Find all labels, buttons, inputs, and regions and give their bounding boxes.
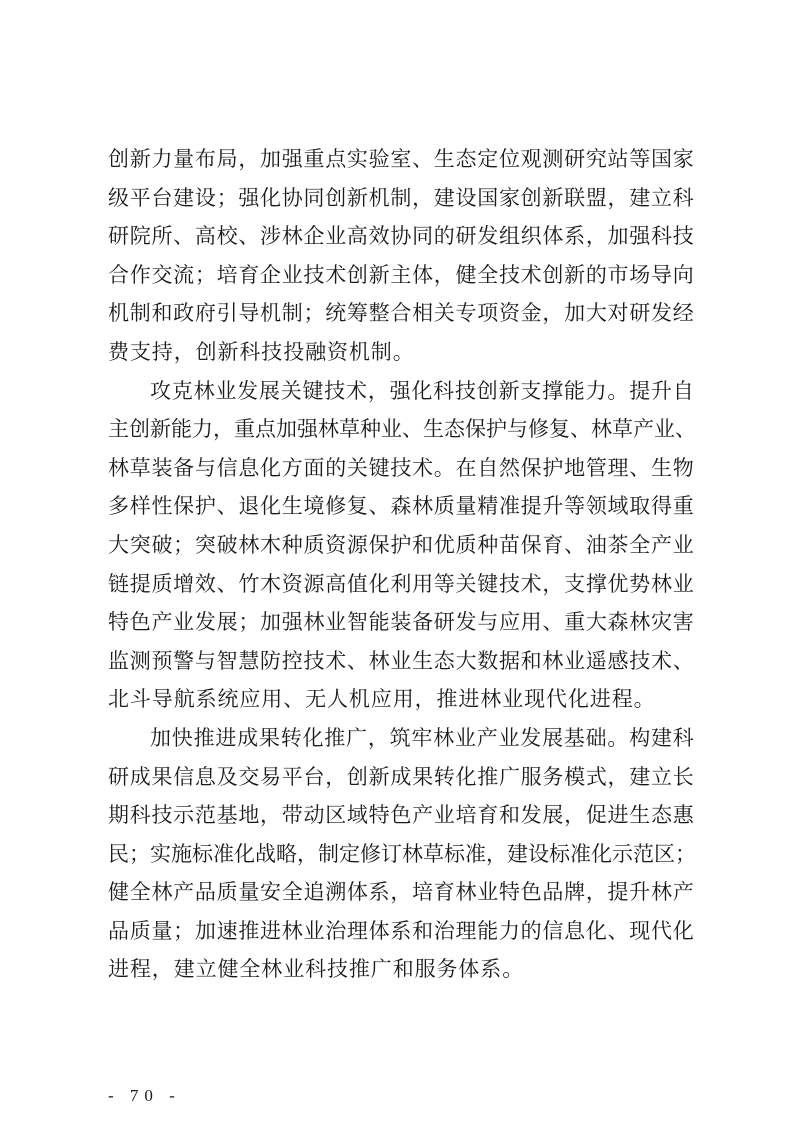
paragraph xyxy=(108,372,694,719)
text-line: 林 草 装 备 与 信 息 化 方 面 的 关 键 技 术 。 在 自 然 保 护 地 管 理 、 生 物 xyxy=(108,455,694,480)
text-line: 特 色 产 业 发 展 ； 加 强 林 业 智 能 装 备 研 发 与 应 用 、 重 大 森 林 灾 害 xyxy=(108,610,694,635)
text-line: 加 快 推 进 成 果 转 化 推 广 ， 筑 牢 林 业 产 业 发 展 基 础 。 构 建 科 xyxy=(150,725,694,750)
text-line: 费支持，创新科技投融资机制。 xyxy=(108,339,415,364)
text-line: 进程，建立健全林业科技推广和服务体系。 xyxy=(108,957,525,982)
paragraph xyxy=(108,140,694,372)
text-line: 链 提 质 增 效 、 竹 木 资 源 高 值 化 利 用 等 关 键 技 术 ， 支 撑 优 势 林 业 xyxy=(108,571,694,596)
text-line: 合 作 交 流 ； 培 育 企 业 技 术 创 新 主 体 ， 健 全 技 术 创 新 的 市 场 导 向 xyxy=(108,262,694,287)
page-number: - 70 - xyxy=(108,1086,181,1105)
paragraph xyxy=(108,719,694,989)
text-line: 期 科 技 示 范 基 地 ， 带 动 区 域 特 色 产 业 培 育 和 发 展 ， 促 进 生 态 惠 xyxy=(108,803,694,828)
text-line: 大 突 破 ； 突 破 林 木 种 质 资 源 保 护 和 优 质 种 苗 保 育 、 油 茶 全 产 业 xyxy=(108,532,694,557)
text-line: 主 创 新 能 力 ， 重 点 加 强 林 草 种 业 、 生 态 保 护 与 修 复 、 林 草 产 业 、 xyxy=(108,417,696,442)
text-line: 多 样 性 保 护 、 退 化 生 境 修 复 、 森 林 质 量 精 准 提 升 等 领 域 取 得 重 xyxy=(108,494,694,519)
text-line: 机 制 和 政 府 引 导 机 制 ； 统 筹 整 合 相 关 专 项 资 金 ， 加 大 对 研 发 经 xyxy=(108,301,694,326)
text-line: 北斗导航系统应用、无人机应用，推进林业现代化进程。 xyxy=(108,687,656,712)
text-line: 民 ； 实 施 标 准 化 战 略 ， 制 定 修 订 林 草 标 准 ， 建 设 标 准 化 示 范 区 ； xyxy=(108,841,696,866)
text-line: 品 质 量 ； 加 速 推 进 林 业 治 理 体 系 和 治 理 能 力 的 信 息 化 、 现 代 化 xyxy=(108,918,694,943)
text-line: 创 新 力 量 布 局 ， 加 强 重 点 实 验 室 、 生 态 定 位 观 测 研 究 站 等 国 家 xyxy=(108,147,694,171)
body-text xyxy=(108,140,694,989)
text-line: 监 测 预 警 与 智 慧 防 控 技 术 、 林 业 生 态 大 数 据 和 林 业 遥 感 技 术 、 xyxy=(108,648,694,673)
text-line: 健 全 林 产 品 质 量 安 全 追 溯 体 系 ， 培 育 林 业 特 色 品 牌 ， 提 升 林 产 xyxy=(108,880,694,905)
text-line: 研 院 所 、 高 校 、 涉 林 企 业 高 效 协 同 的 研 发 组 织 体 系 ， 加 强 科 技 xyxy=(108,224,694,249)
text-line: 级 平 台 建 设 ； 强 化 协 同 创 新 机 制 ， 建 设 国 家 创 新 联 盟 ， 建 立 科 xyxy=(108,185,694,210)
text-line: 攻 克 林 业 发 展 关 键 技 术 ， 强 化 科 技 创 新 支 撑 能 力 。 提 升 自 xyxy=(150,378,694,403)
text-line: 研 成 果 信 息 及 交 易 平 台 ， 创 新 成 果 转 化 推 广 服 务 模 式 ， 建 立 长 xyxy=(108,764,694,789)
